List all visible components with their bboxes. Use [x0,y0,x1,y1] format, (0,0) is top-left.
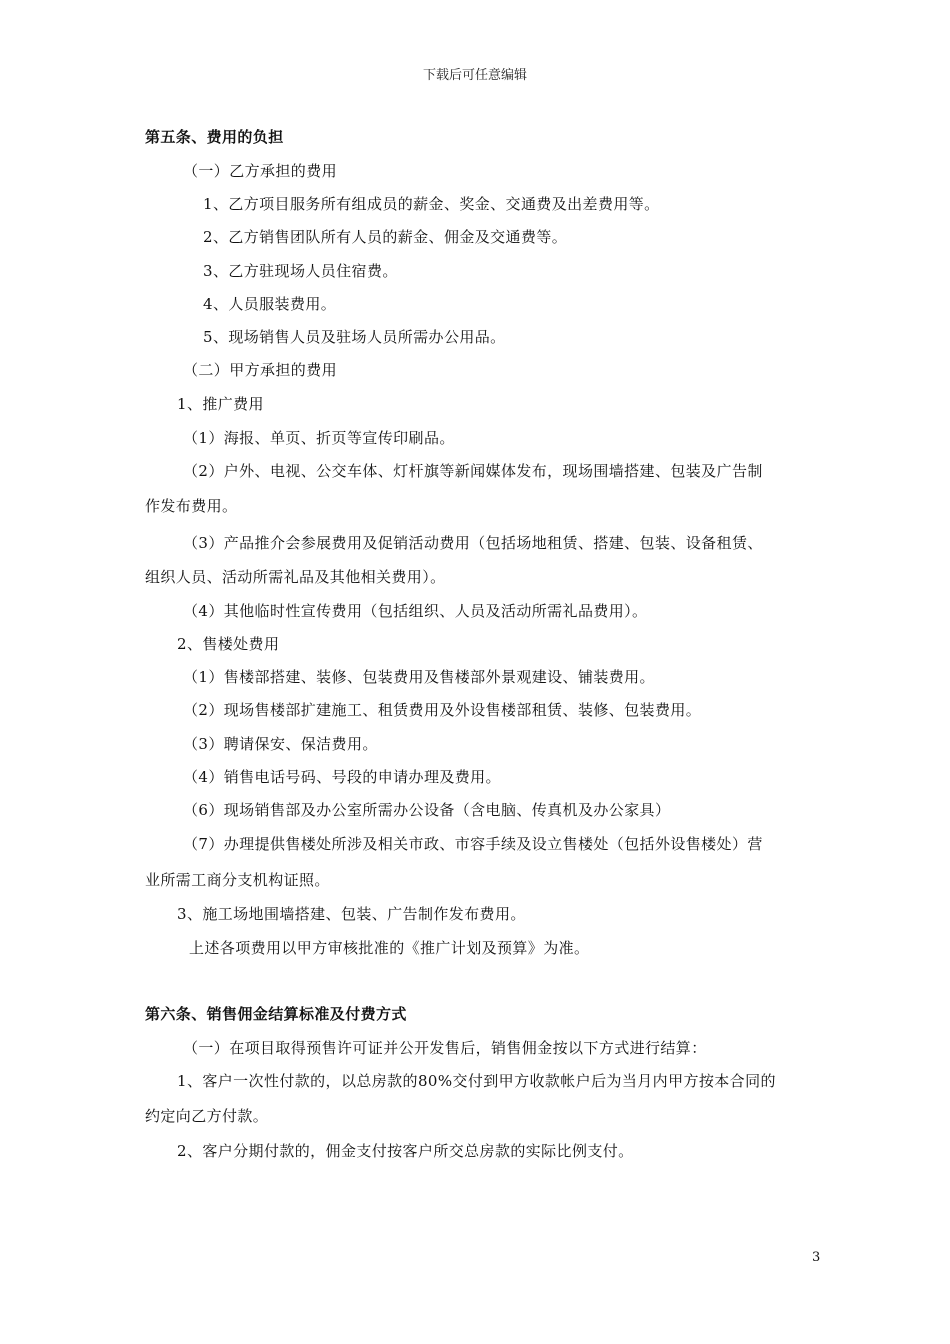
paragraph-line: （6）现场销售部及办公室所需办公设备（含电脑、传真机及办公家具） [183,801,671,819]
paragraph-line: 4、人员服装费用。 [203,295,337,313]
subsection-heading: （二）甲方承担的费用 [183,361,338,379]
paragraph-line: 上述各项费用以甲方审核批准的《推广计划及预算》为准。 [189,939,590,957]
paragraph-line: 组织人员、活动所需礼品及其他相关费用）。 [145,568,446,586]
page-number: 3 [812,1250,821,1265]
paragraph-line: 1、客户一次性付款的，以总房款的80%交付到甲方收款帐户后为当月内甲方按本合同的 [177,1072,776,1090]
subsection-heading: （一）乙方承担的费用 [183,162,338,180]
subsection-heading: （一）在项目取得预售许可证并公开发售后，销售佣金按以下方式进行结算： [183,1039,707,1057]
paragraph-line: 3、乙方驻现场人员住宿费。 [203,262,398,280]
paragraph-line: （1）海报、单页、折页等宣传印刷品。 [183,429,455,447]
paragraph-line: （2）户外、电视、公交车体、灯杆旗等新闻媒体发布，现场围墙搭建、包装及广告制 [183,462,763,480]
paragraph-line: （1）售楼部搭建、装修、包装费用及售楼部外景观建设、铺装费用。 [183,668,655,686]
paragraph-line: （2）现场售楼部扩建施工、租赁费用及外设售楼部租赁、装修、包装费用。 [183,701,702,719]
paragraph-line: （4）销售电话号码、号段的申请办理及费用。 [183,768,501,786]
paragraph-line: 2、乙方销售团队所有人员的薪金、佣金及交通费等。 [203,228,568,246]
paragraph-line: （4）其他临时性宣传费用（包括组织、人员及活动所需礼品费用）。 [183,602,648,620]
page-header: 下载后可任意编辑 [422,68,527,83]
paragraph-line: 2、客户分期付款的，佣金支付按客户所交总房款的实际比例支付。 [177,1142,634,1160]
section-heading-5: 第五条、费用的负担 [145,128,284,146]
paragraph-line: 约定向乙方付款。 [145,1107,269,1125]
paragraph-line: 5、现场销售人员及驻场人员所需办公用品。 [203,328,506,346]
paragraph-line: 作发布费用。 [145,497,238,515]
paragraph-line: （7）办理提供售楼处所涉及相关市政、市容手续及设立售楼处（包括外设售楼处）营 [183,835,763,853]
paragraph-line: （3）聘请保安、保洁费用。 [183,735,378,753]
paragraph-line: 1、推广费用 [177,395,264,413]
paragraph-line: 1、乙方项目服务所有组成员的薪金、奖金、交通费及出差费用等。 [203,195,660,213]
section-heading-6: 第六条、销售佣金结算标准及付费方式 [145,1005,407,1023]
paragraph-line: 业所需工商分支机构证照。 [145,871,330,889]
paragraph-line: （3）产品推介会参展费用及促销活动费用（包括场地租赁、搭建、包装、设备租赁、 [183,534,763,552]
paragraph-line: 3、施工场地围墙搭建、包装、广告制作发布费用。 [177,905,526,923]
paragraph-line: 2、售楼处费用 [177,635,280,653]
